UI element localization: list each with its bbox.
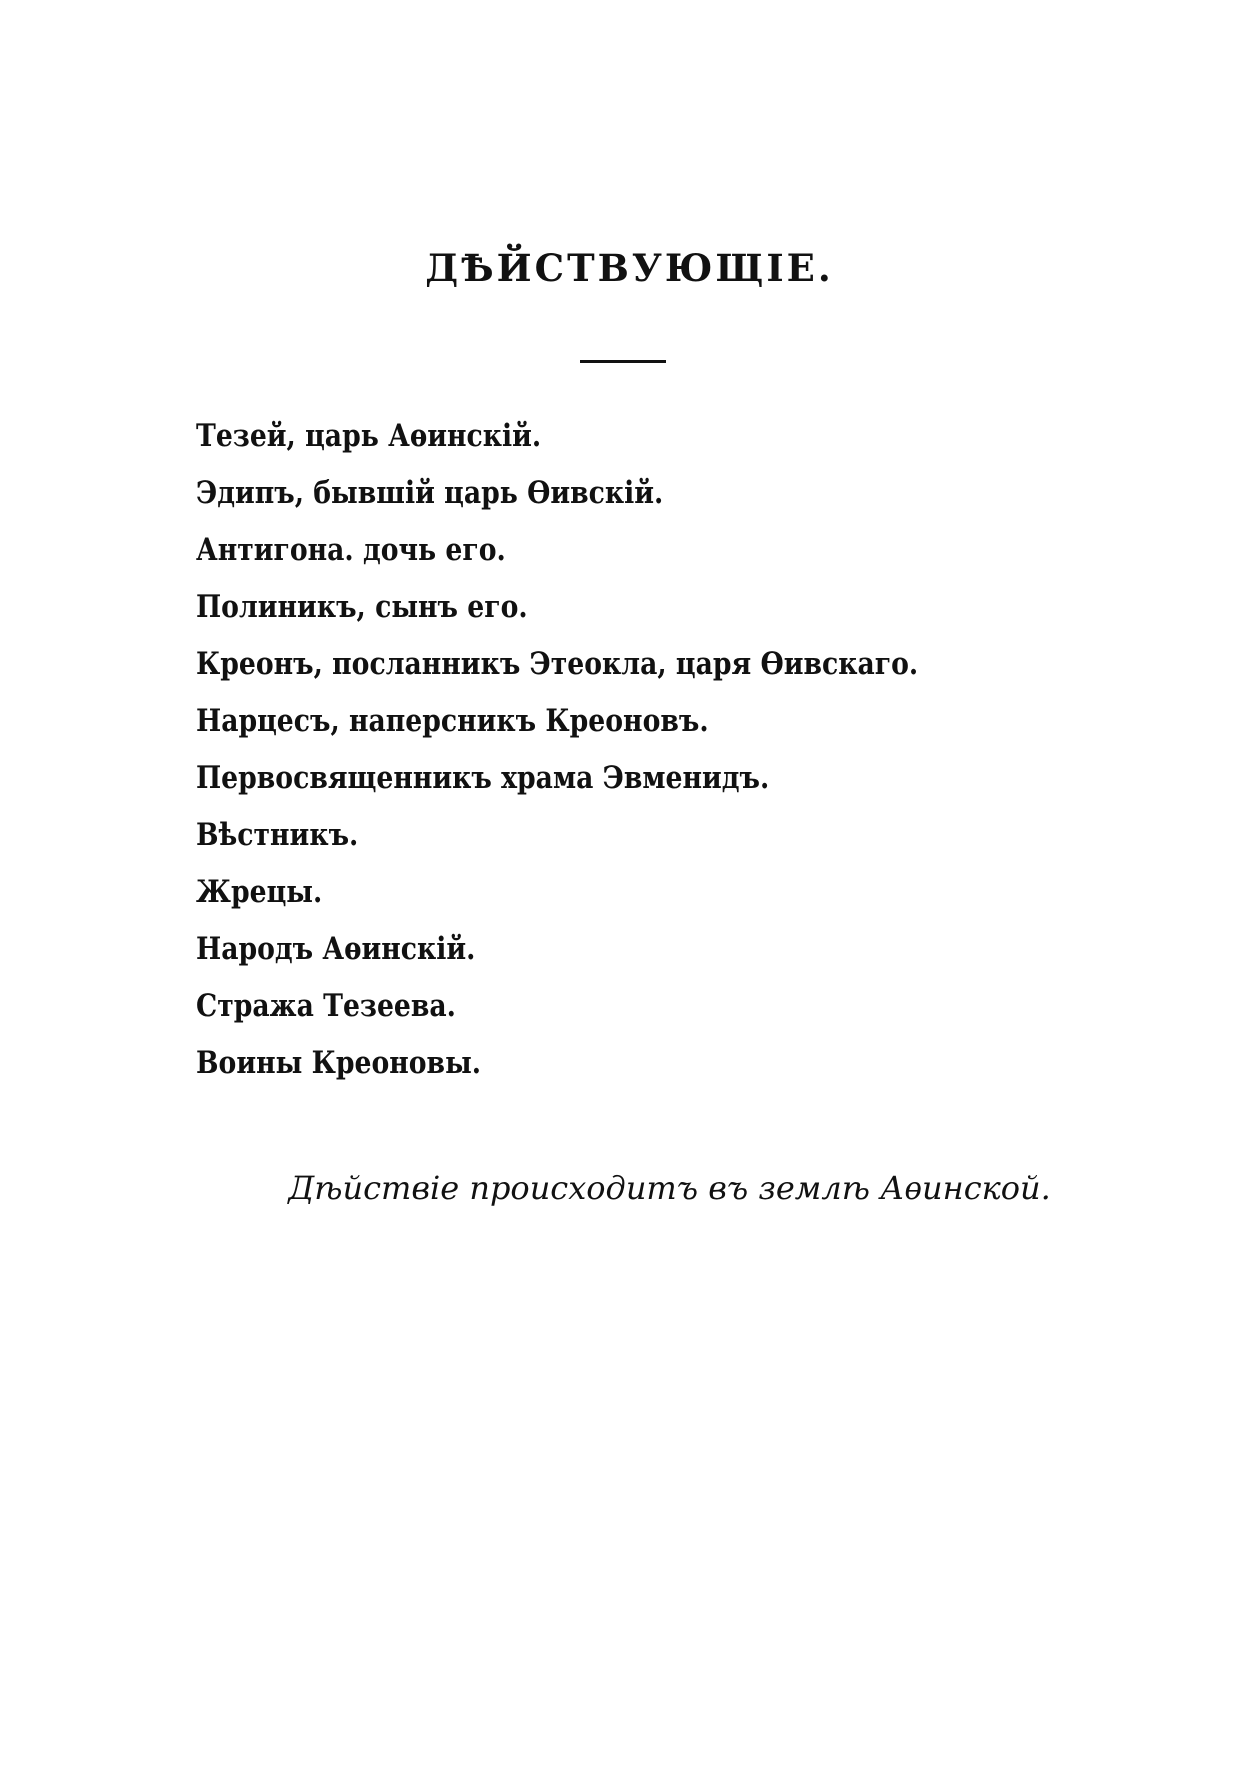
cast-entry: Эдипъ, бывшій царь Ѳивскій. xyxy=(196,475,664,511)
cast-entry: Жрецы. xyxy=(196,874,323,910)
page-heading: ДѢЙСТВУЮЩІЕ. xyxy=(425,246,834,290)
cast-entry: Воины Креоновы. xyxy=(196,1045,482,1081)
cast-entry: Тезей, царь Аѳинскій. xyxy=(196,418,542,454)
scene-note: Дѣйствіе происходитъ въ землѣ Аѳинской. xyxy=(288,1169,1051,1207)
heading-divider xyxy=(580,360,666,363)
cast-entry: Полиникъ, сынъ его. xyxy=(196,589,528,625)
cast-entry: Антигона. дочь его. xyxy=(196,532,506,568)
cast-entry: Вѣстникъ. xyxy=(196,817,359,853)
cast-entry: Стража Тезеева. xyxy=(196,988,456,1024)
cast-entry: Нарцесъ, наперсникъ Креоновъ. xyxy=(196,703,709,739)
cast-entry: Народъ Аѳинскій. xyxy=(196,931,476,967)
cast-entry: Первосвященникъ храма Эвменидъ. xyxy=(196,760,770,796)
cast-entry: Креонъ, посланникъ Этеокла, царя Ѳивскаго. xyxy=(196,646,919,682)
cast-list xyxy=(196,408,1036,1092)
